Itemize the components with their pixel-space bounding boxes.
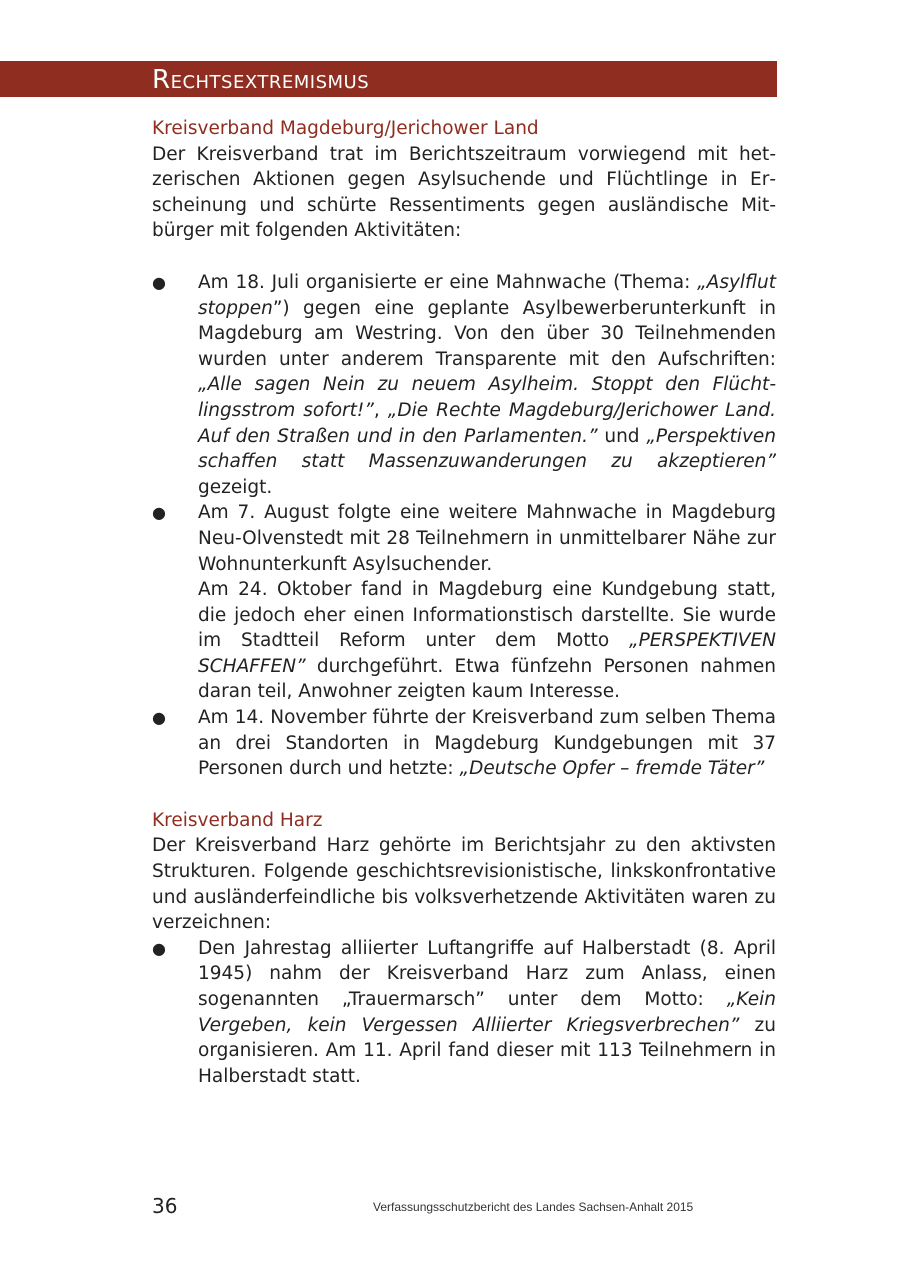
bullet-icon: ● — [152, 503, 166, 523]
bullet-icon: ● — [152, 708, 166, 728]
activity-list-magdeburg — [152, 270, 776, 782]
section-intro-harz: Der Kreisverband Harz gehörte im Berichtsjahr zu den aktivsten Strukturen. Folgende geschichtsrevisionistische, linkskonfrontative und ausländerfeindliche bis volksverhetzende Aktivitäten waren zu verzeichnen: — [152, 835, 776, 934]
list-item: ● Am 18. Juli organisierte er eine Mahnwache (Thema: „Asylflut stoppen”) gegen eine geplante Asylbewerberunterkunft in Magdeburg am Westring. Von den über 30 Teilnehmenden wurden unter anderem Transparente mit den Aufschriften: „Alle sagen Nein zu neuem Asylheim. Stoppt den Flüchtlingsstrom sofort!”, „Die Rechte Magdeburg/Jerichower Land. Auf den Straßen und in den Parlamenten.” und „Perspektiven schaffen statt Massenzuwanderungen zu akzeptieren” gezeigt. — [152, 271, 777, 498]
list-item: ● Am 14. November führte der Kreisverband zum selben Thema an drei Standorten in Magdeburg Kundgebungen mit 37 Personen durch und hetzte: „Deutsche Opfer – fremde Täter” — [152, 707, 776, 780]
list-item: ● Den Jahrestag alliierter Luftangriffe auf Halberstadt (8. April 1945) nahm der Kreisverband Harz zum Anlass, einen sogenannten „Trauermarsch” unter dem Motto: „Kein Vergeben, kein Vergessen Alliierter Kriegsverbrechen” zu organisieren. Am 11. April fand dieser mit 113 Teilnehmern in Halberstadt statt. — [152, 937, 776, 1087]
bullet-icon: ● — [152, 272, 166, 292]
bullet-icon: ● — [152, 938, 166, 958]
page-content — [152, 116, 776, 1089]
section-heading-harz: Kreisverband Harz — [152, 809, 323, 831]
publication-title: Verfassungsschutzbericht des Landes Sachsen-Anhalt 2015 — [373, 1200, 694, 1214]
page-number: 36 — [152, 1194, 178, 1218]
section-intro-magdeburg: Der Kreisverband trat im Berichtszeitraum vorwiegend mit hetzerischen Aktionen gegen Asylsuchende und Flüchtlinge in Erscheinung und schürte Ressentiments gegen ausländische Mitbürger mit folgenden Aktivitäten: — [152, 143, 776, 242]
activity-list-harz — [152, 936, 776, 1090]
list-item: ● Am 7. August folgte eine weitere Mahnwache in Magdeburg Neu-Olvenstedt mit 28 Teilnehmern in unmittelbarer Nähe zur Wohnunterkunft Asylsuchender. Am 24. Oktober fand in Magdeburg eine Kundgebung statt, die jedoch eher einen Informationstisch darstellte. Sie wurde im Stadtteil Reform unter dem Motto „PERSPEKTIVEN SCHAFFEN” durchgeführt. Etwa fünfzehn Personen nahmen daran teil, Anwohner zeigten kaum Interesse. — [152, 502, 776, 703]
chapter-title: Rechtsextremismus — [152, 65, 370, 95]
section-heading-magdeburg: Kreisverband Magdeburg/Jerichower Land — [152, 118, 539, 139]
chapter-header-bar — [0, 61, 777, 97]
